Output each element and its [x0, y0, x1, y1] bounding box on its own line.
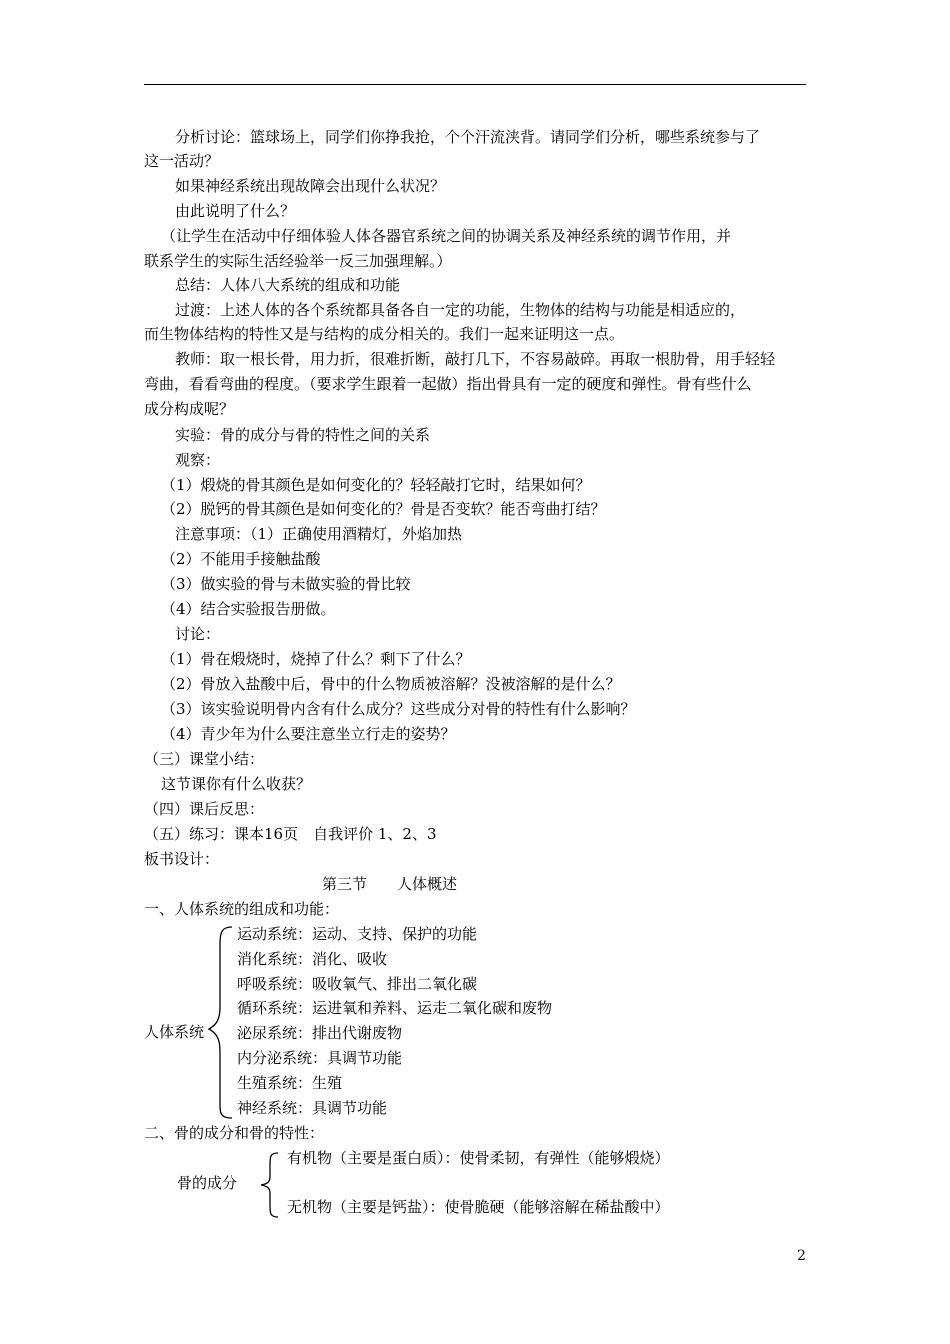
section-exercise: （五）练习：课本16页 自我评价 1、2、3 — [144, 825, 437, 843]
paragraph-question-1: 如果神经系统出现故障会出现什么状况？ — [175, 177, 446, 195]
paragraph-transition: 过渡：上述人体的各个系统都具备各自一定的功能，生物体的结构与功能是相适应的， — [175, 301, 746, 319]
notes-item-4: （4）结合实验报告册做。 — [161, 600, 336, 618]
system-item-reproductive: 生殖系统：生殖 — [237, 1074, 343, 1092]
system-item-respiratory: 呼吸系统：吸收氧气、排出二氧化碳 — [237, 975, 478, 993]
paragraph-notes: 注意事项：（1）正确使用酒精灯，外焰加热 — [175, 525, 463, 543]
section-reflection: （四）课后反思： — [144, 800, 265, 818]
section-board-design: 板书设计： — [144, 850, 220, 868]
paragraph-teacher-cont-2: 成分构成呢？ — [144, 400, 235, 418]
notes-item-2: （2）不能用手接触盐酸 — [161, 550, 321, 568]
page-number: 2 — [797, 1248, 806, 1264]
system-item-circulatory: 循环系统：运进氧和养料、运走二氧化碳和废物 — [237, 999, 553, 1017]
paragraph-question-2: 由此说明了什么？ — [175, 202, 296, 220]
bone-item-organic: 有机物（主要是蛋白质）：使骨柔韧，有弹性（能够煅烧） — [287, 1149, 670, 1167]
bone-brace — [256, 1151, 282, 1219]
section-class-summary: （三）课堂小结： — [144, 750, 265, 768]
paragraph-transition-cont: 而生物体结构的特性又是与结构的成分相关的。我们一起来证明这一点。 — [144, 325, 625, 343]
discuss-item-3: （3）该实验说明骨内含有什么成分？这些成分对骨的特性有什么影响？ — [161, 700, 636, 718]
paragraph-note-cont: 联系学生的实际生活经验举一反三加强理解。） — [144, 252, 452, 270]
board-heading-1: 一、人体系统的组成和功能： — [144, 900, 340, 918]
notes-item-3: （3）做实验的骨与未做实验的骨比较 — [161, 575, 411, 593]
system-item-urinary: 泌尿系统：排出代谢废物 — [237, 1024, 403, 1042]
observe-item-2: （2）脱钙的骨其颜色是如何变化的？骨是否变软？能否弯曲打结？ — [161, 500, 606, 518]
system-item-motor: 运动系统：运动、支持、保护的功能 — [237, 925, 478, 943]
paragraph-observe: 观察： — [175, 451, 221, 469]
systems-brace — [206, 925, 236, 1120]
bone-label: 骨的成分 — [177, 1174, 238, 1192]
systems-label: 人体系统 — [144, 1023, 205, 1041]
board-heading-2: 二、骨的成分和骨的特性： — [144, 1124, 325, 1142]
system-item-endocrine: 内分泌系统：具调节功能 — [237, 1049, 403, 1067]
paragraph-teacher: 教师：取一根长骨，用力折，很难折断，敲打几下，不容易敲碎。再取一根肋骨，用手轻轻 — [175, 350, 776, 368]
paragraph-note: （让学生在活动中仔细体验人体各器官系统之间的协调关系及神经系统的调节作用，并 — [161, 227, 732, 245]
paragraph-discuss: 讨论： — [175, 625, 221, 643]
system-item-nervous: 神经系统：具调节功能 — [237, 1099, 388, 1117]
paragraph-discussion-1-cont: 这一活动？ — [144, 152, 220, 170]
paragraph-experiment: 实验：骨的成分与骨的特性之间的关系 — [175, 426, 431, 444]
observe-item-1: （1）煅烧的骨其颜色是如何变化的？轻轻敲打它时，结果如何？ — [161, 476, 591, 494]
discuss-item-4: （4）青少年为什么要注意坐立行走的姿势？ — [161, 725, 456, 743]
class-summary-question: 这节课你有什么收获？ — [161, 775, 312, 793]
header-rule — [144, 84, 806, 85]
discuss-item-1: （1）骨在煅烧时，烧掉了什么？剩下了什么？ — [161, 650, 471, 668]
system-item-digestive: 消化系统：消化、吸收 — [237, 950, 388, 968]
paragraph-discussion-1: 分析讨论：篮球场上，同学们你挣我抢，个个汗流浃背。请同学们分析，哪些系统参与了 — [175, 128, 761, 146]
bone-item-inorganic: 无机物（主要是钙盐）：使骨脆硬（能够溶解在稀盐酸中） — [287, 1198, 670, 1216]
paragraph-summary: 总结：人体八大系统的组成和功能 — [175, 276, 401, 294]
discuss-item-2: （2）骨放入盐酸中后，骨中的什么物质被溶解？没被溶解的是什么？ — [161, 675, 621, 693]
paragraph-teacher-cont-1: 弯曲，看看弯曲的程度。（要求学生跟着一起做）指出骨具有一定的硬度和弹性。骨有些什么 — [144, 375, 752, 393]
board-title: 第三节 人体概述 — [322, 875, 458, 893]
